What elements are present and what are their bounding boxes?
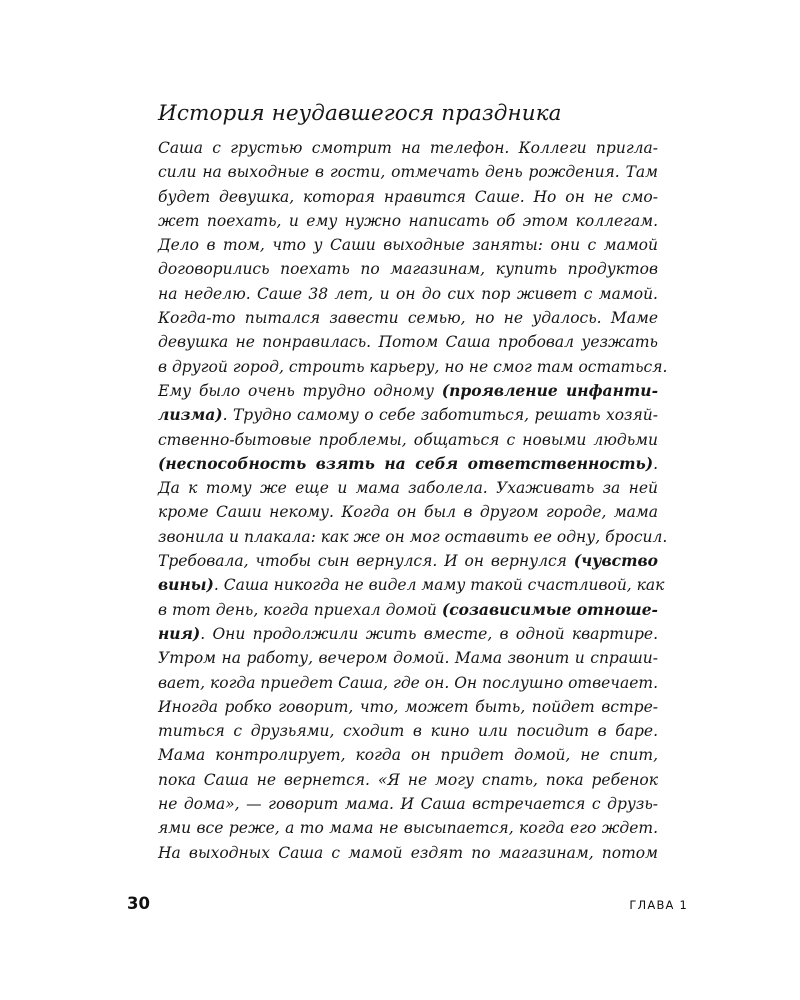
text-run: Требовала, чтобы сын вернулся. И он вернулся <box>158 552 574 571</box>
text-run: на неделю. Саше 38 лет, и он до сих пор живет с мамой. <box>158 284 658 303</box>
text-run: жет поехать, и ему нужно написать об этом коллегам. <box>158 211 658 230</box>
chapter-label: ГЛАВА 1 <box>629 898 688 912</box>
text-line <box>158 525 668 549</box>
text-run: в тот день, когда приехал домой <box>158 600 442 619</box>
text-line <box>158 379 658 403</box>
text-run: Мама контролирует, когда он придет домой, не спит, <box>158 746 658 765</box>
text-line <box>158 743 658 767</box>
text-run: Саша с грустью смотрит на телефон. Коллеги пригла- <box>158 139 658 157</box>
emphasis-text: (неспособность взять на себя ответственность) <box>158 453 654 473</box>
text-run: пока Саша не вернется. «Я не могу спать, пока ребенок <box>158 770 658 789</box>
text-line <box>158 768 658 792</box>
emphasis-text: вины) <box>158 575 214 595</box>
text-run: вает, когда приедет Саша, где он. Он послушно отвечает. <box>158 673 658 692</box>
text-line <box>158 671 658 695</box>
text-line <box>158 257 658 281</box>
text-line <box>158 476 658 500</box>
text-line <box>158 816 658 840</box>
emphasis-text: (созависимые отноше- <box>441 599 658 619</box>
text-line <box>158 355 668 379</box>
text-line <box>158 233 658 257</box>
text-run: будет девушка, которая нравится Саше. Но он не смо- <box>158 187 658 206</box>
text-run: На выходных Саша с мамой ездят по магазинам, потом <box>158 843 658 862</box>
text-line <box>158 330 658 354</box>
text-run: . Трудно самому о себе заботиться, решать хозяй- <box>222 406 658 425</box>
text-run: . Они продолжили жить вместе, в одной квартире. <box>200 624 658 643</box>
text-run: Да к тому же еще и мама заболела. Ухаживать за ней <box>158 479 658 498</box>
text-run: девушка не понравилась. Потом Саша пробовал уезжать <box>158 333 658 352</box>
text-run: Утром на работу, вечером домой. Мама звонит и спраши- <box>158 649 658 668</box>
text-line <box>158 622 658 646</box>
text-run: Дело в том, что у Саши выходные заняты: они с мамой <box>158 236 658 255</box>
text-run: ями все реже, а то мама не высыпается, когда его ждет. <box>158 819 658 838</box>
text-line <box>158 719 658 743</box>
text-run: в другой город, строить карьеру, но не смог там остаться. <box>158 357 668 376</box>
text-line <box>158 500 658 524</box>
text-line <box>158 573 665 597</box>
text-line <box>158 452 658 476</box>
text-line <box>158 841 658 865</box>
emphasis-text: (чувство <box>573 551 658 571</box>
text-run: . <box>653 454 658 473</box>
text-run: Иногда робко говорит, что, может быть, пойдет встре- <box>158 697 658 716</box>
text-line <box>158 136 658 160</box>
text-line <box>158 428 658 452</box>
text-line <box>158 646 658 670</box>
text-run: сили на выходные в гости, отмечать день рождения. Там <box>158 163 658 182</box>
text-run: Когда-то пытался завести семью, но не удалось. Маме <box>158 309 658 328</box>
text-run: Ему было очень трудно одному <box>158 381 442 400</box>
text-run: титься с друзьями, сходит в кино или посидит в баре. <box>158 722 658 741</box>
page-number: 30 <box>127 894 150 913</box>
text-run: звонила и плакала: как же он мог оставить ее одну, бросил. <box>158 527 668 546</box>
text-line <box>158 306 658 330</box>
text-line <box>158 598 658 622</box>
emphasis-text: лизма) <box>158 405 223 425</box>
body-text <box>158 136 668 865</box>
text-run: ственно-бытовые проблемы, общаться с новыми людьми <box>158 430 658 449</box>
text-run: кроме Саши некому. Когда он был в другом городе, мама <box>158 503 658 522</box>
emphasis-text: (проявление инфанти- <box>441 380 658 400</box>
text-line <box>158 695 658 719</box>
text-run: договорились поехать по магазинам, купить продуктов <box>158 260 658 279</box>
text-line <box>158 282 658 306</box>
section-heading: История неудавшегося праздника <box>158 101 562 126</box>
emphasis-text: ния) <box>158 623 201 643</box>
text-line <box>158 549 658 573</box>
text-line <box>158 403 658 427</box>
text-run: не дома», — говорит мама. И Саша встречается с друзь- <box>158 795 658 814</box>
text-line <box>158 185 658 209</box>
text-line <box>158 160 658 184</box>
text-run: . Саша никогда не видел маму такой счастливой, как <box>213 576 665 595</box>
text-line <box>158 792 658 816</box>
text-line <box>158 209 658 233</box>
